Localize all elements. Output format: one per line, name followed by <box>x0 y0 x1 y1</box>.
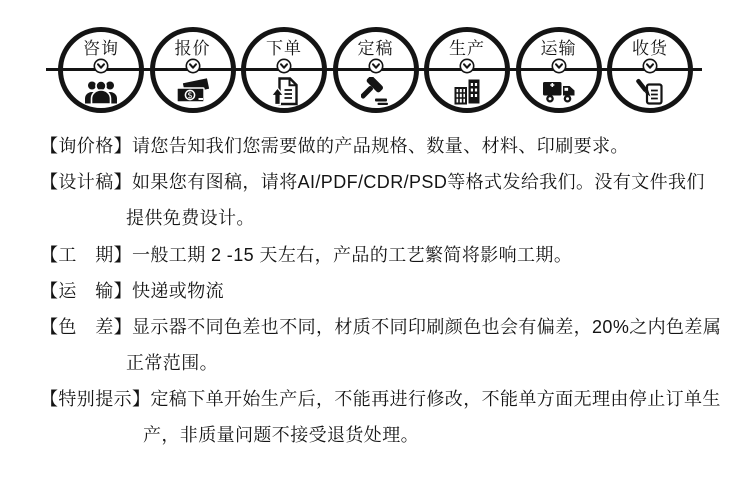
chevron-down-circle-icon <box>368 58 384 74</box>
note-line-color-difference-cont: 正常范围。 <box>126 353 218 373</box>
step-label: 报价 <box>174 39 211 58</box>
note-line-color-difference: 【色 差】显示器不同色差也不同，材质不同印刷颜色也会有偏差，20%之内色差属 <box>40 317 722 337</box>
people-group-icon <box>84 76 118 106</box>
process-step-receive <box>607 27 693 113</box>
process-step-shipping <box>516 27 602 113</box>
delivery-truck-icon <box>542 76 575 106</box>
factory-icon <box>454 76 481 106</box>
note-line-design-draft: 【设计稿】如果您有图稿，请将AI/PDF/CDR/PSD等格式发给我们。没有文件我们 <box>40 172 705 192</box>
banknotes-icon <box>176 76 210 106</box>
note-line-design-draft-cont: 提供免费设计。 <box>126 208 255 228</box>
chevron-down-circle-icon <box>93 58 109 74</box>
order-upload-icon <box>271 76 298 106</box>
gavel-icon <box>361 76 390 106</box>
step-label: 下单 <box>266 39 302 58</box>
note-line-shipping: 【运 输】快递或物流 <box>40 281 224 301</box>
step-label: 运输 <box>540 39 577 58</box>
step-label: 定稿 <box>357 39 394 58</box>
chevron-down-circle-icon <box>276 58 292 74</box>
chevron-down-circle-icon <box>459 58 475 74</box>
note-line-special-notice-cont: 产，非质量问题不接受退货处理。 <box>143 425 419 445</box>
process-step-quote <box>150 27 236 113</box>
step-label: 收货 <box>632 39 668 58</box>
note-line-inquiry: 【询价格】请您告知我们您需要做的产品规格、数量、材料、印刷要求。 <box>40 136 629 156</box>
sign-document-icon <box>636 76 665 106</box>
note-line-special-notice: 【特别提示】定稿下单开始生产后，不能再进行修改，不能单方面无理由停止订单生 <box>40 389 721 409</box>
process-step-production <box>424 27 510 113</box>
process-step-consult <box>58 27 144 113</box>
chevron-down-circle-icon <box>185 58 201 74</box>
svg-text:$: $ <box>186 91 193 101</box>
step-label: 生产 <box>449 39 485 58</box>
note-line-lead-time: 【工 期】一般工期 2 -15 天左右，产品的工艺繁简将影响工期。 <box>40 245 573 265</box>
chevron-down-circle-icon <box>551 58 567 74</box>
process-step-order <box>241 27 327 113</box>
process-step-finalize <box>333 27 419 113</box>
step-label: 咨询 <box>83 39 119 58</box>
chevron-down-circle-icon <box>642 58 658 74</box>
